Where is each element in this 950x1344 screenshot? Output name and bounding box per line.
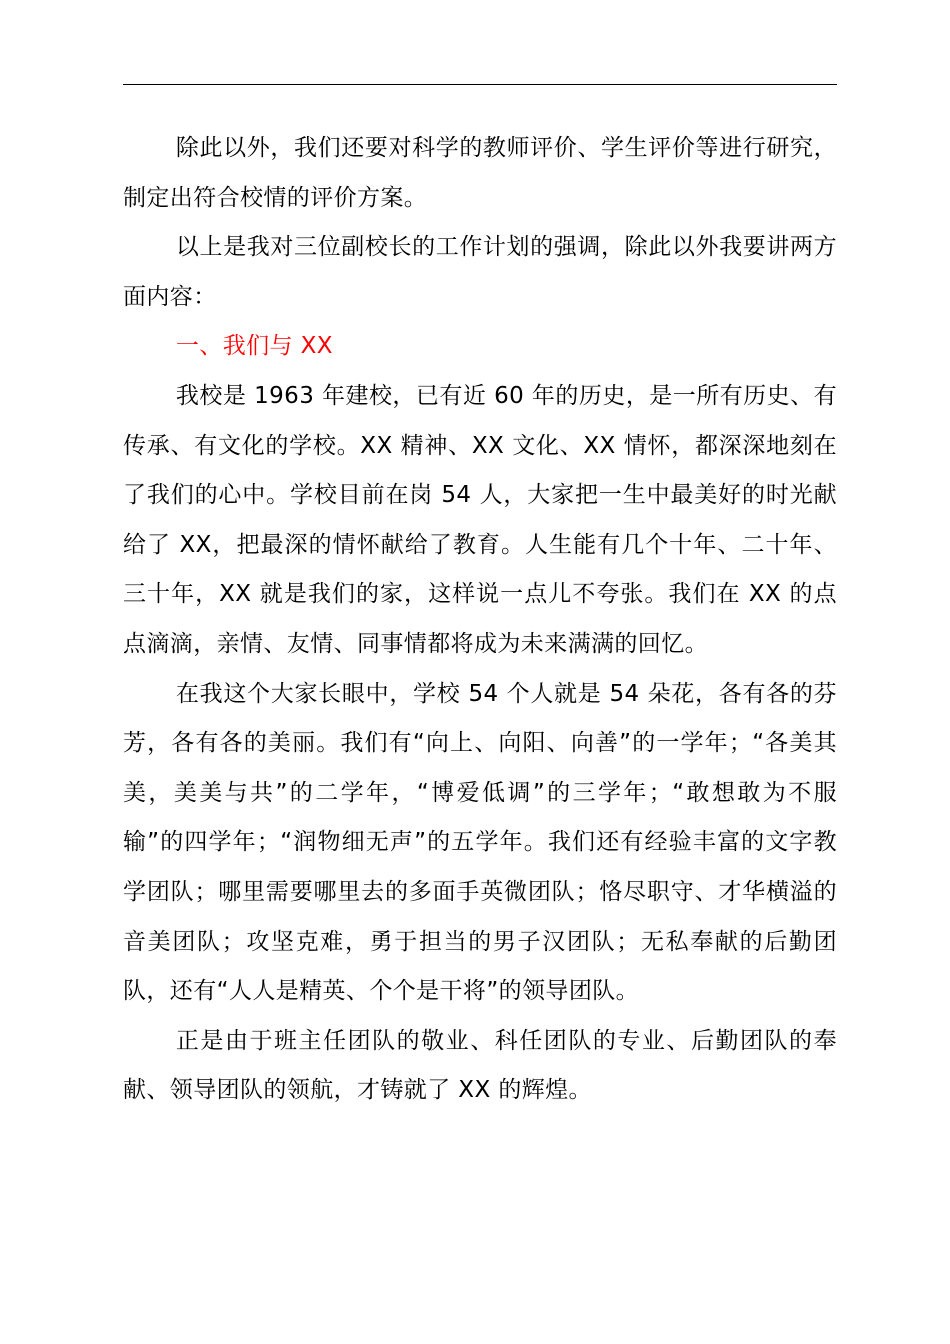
paragraph-school-history: 我校是 1963 年建校，已有近 60 年的历史，是一所有历史、有传承、有文化的学校。XX 精神、XX 文化、XX 情怀，都深深地刻在了我们的心中。学校目前在岗 54 人，大家把一生中最美好的时光献给了 XX，把最深的情怀献给了教育。人生能有几个十年、二十年、三十年，XX 就是我们的家，这样说一点儿不夸张。我们在 XX 的点点滴滴，亲情、友情、同事情都将成为未来满满的回忆。	[123, 382, 837, 657]
paragraph-conclusion: 正是由于班主任团队的敬业、科任团队的专业、后勤团队的奉献、领导团队的领航，才铸就了 XX 的辉煌。	[123, 1027, 837, 1104]
section-heading: 一、我们与 XX	[175, 333, 333, 360]
paragraph-evaluation-research: 除此以外，我们还要对科学的教师评价、学生评价等进行研究，制定出符合校情的评价方案。	[123, 135, 837, 211]
paragraph-two-aspects-intro: 以上是我对三位副校长的工作计划的强调，除此以外我要讲两方面内容：	[123, 234, 837, 310]
document-body	[123, 124, 837, 1116]
paragraph-teams: 在我这个大家长眼中，学校 54 个人就是 54 朵花，各有各的芬芳，各有各的美丽。我们有“向上、向阳、向善”的一学年；“各美其美，美美与共”的二学年，“博爱低调”的三学年；“敢想敢为不服输”的四学年；“润物细无声”的五学年。我们还有经验丰富的文字教学团队；哪里需要哪里去的多面手英微团队；恪尽职守、才华横溢的音美团队；攻坚克难，勇于担当的男子汉团队；无私奉献的后勤团队，还有“人人是精英、个个是干将”的领导团队。	[123, 680, 837, 1005]
header-rule	[123, 84, 837, 85]
